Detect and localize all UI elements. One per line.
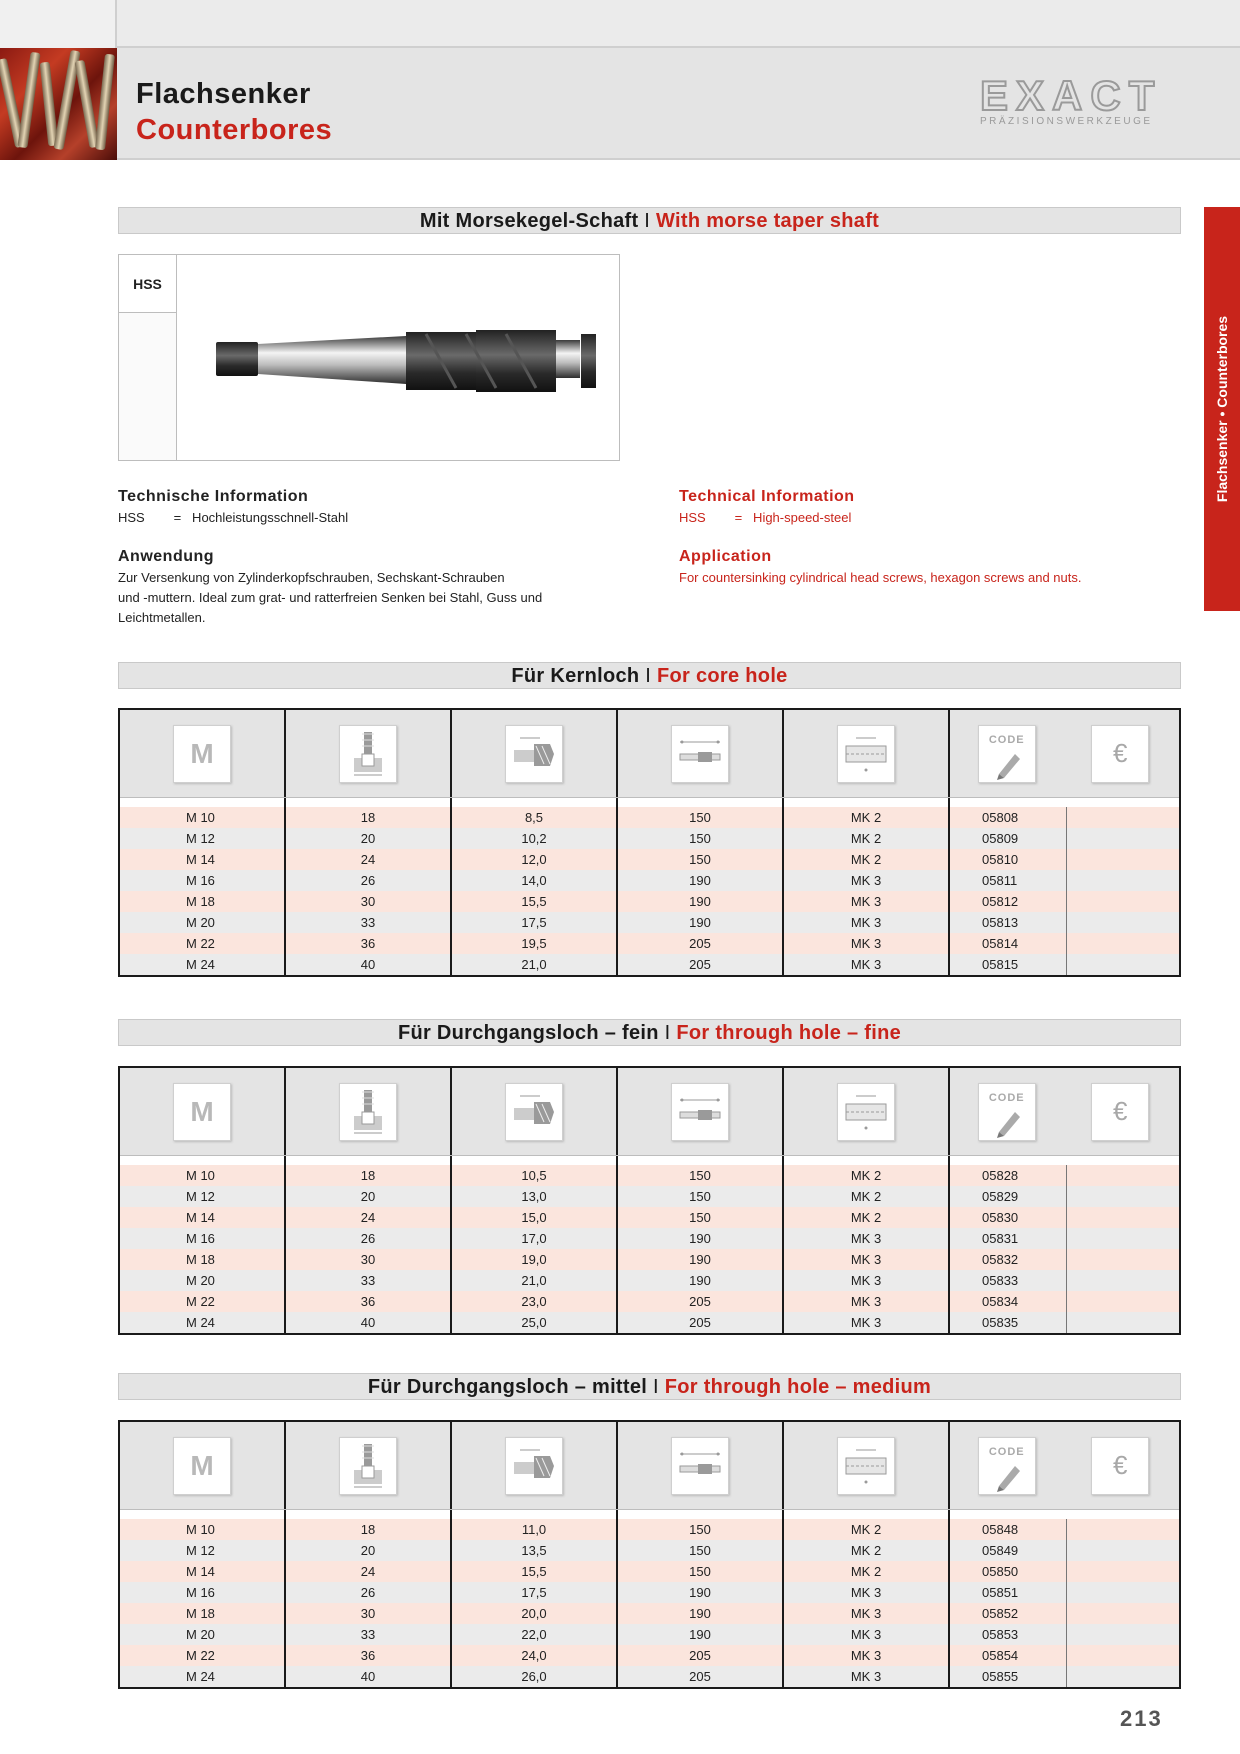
section-separator: I xyxy=(647,1376,665,1398)
table-cell: 20,0 xyxy=(452,1603,618,1624)
header-cell xyxy=(452,1422,618,1509)
table-cell: 150 xyxy=(618,1561,784,1582)
application-heading-de: Anwendung xyxy=(118,548,215,565)
table-cell: 17,5 xyxy=(452,912,618,933)
section-bar-through-hole-fine xyxy=(118,1019,1181,1046)
table-cell: 05848 xyxy=(950,1519,1067,1540)
table-cell: M 12 xyxy=(120,1186,286,1207)
table-cell: 190 xyxy=(618,912,784,933)
price-cell xyxy=(1067,1312,1177,1333)
price-cell xyxy=(1067,828,1177,849)
table-cell: 17,0 xyxy=(452,1228,618,1249)
table-cell: MK 2 xyxy=(784,1165,950,1186)
table-cell: MK 2 xyxy=(784,849,950,870)
table-cell: 11,0 xyxy=(452,1519,618,1540)
table-cell: MK 3 xyxy=(784,1624,950,1645)
header-cell xyxy=(950,1422,1177,1509)
exact-logo xyxy=(980,72,1180,127)
table-cell: 05814 xyxy=(950,933,1067,954)
table-cell: MK 2 xyxy=(784,1519,950,1540)
table-row xyxy=(120,891,1179,912)
table-cell: M 16 xyxy=(120,870,286,891)
application-heading-en: Application xyxy=(679,548,772,565)
table-cell: 05855 xyxy=(950,1666,1067,1687)
table-cell: 19,0 xyxy=(452,1249,618,1270)
table-cell: 14,0 xyxy=(452,870,618,891)
table-row xyxy=(120,1666,1179,1687)
section-bar-through-hole-medium xyxy=(118,1373,1181,1400)
price-cell xyxy=(1067,1165,1177,1186)
price-icon xyxy=(1091,1083,1149,1141)
price-icon xyxy=(1091,1437,1149,1495)
price-cell xyxy=(1067,1291,1177,1312)
price-cell xyxy=(1067,870,1177,891)
table-cell: 05834 xyxy=(950,1291,1067,1312)
price-cell xyxy=(1067,954,1177,975)
table-cell: 205 xyxy=(618,933,784,954)
table-cell: 190 xyxy=(618,1228,784,1249)
table-cell: MK 3 xyxy=(784,1249,950,1270)
table-cell: M 22 xyxy=(120,1645,286,1666)
table-cell: MK 3 xyxy=(784,1270,950,1291)
table-cell: MK 2 xyxy=(784,828,950,849)
application-text-de-line3: Leichtmetallen. xyxy=(118,610,206,625)
table-cell: MK 2 xyxy=(784,1540,950,1561)
table-row xyxy=(120,807,1179,828)
table-cell: 205 xyxy=(618,1666,784,1687)
pilot-diameter-icon xyxy=(505,1083,563,1141)
article-code-icon xyxy=(978,1083,1036,1141)
table-cell: 24 xyxy=(286,849,452,870)
table-body xyxy=(120,1156,1179,1333)
table-cell: MK 3 xyxy=(784,1228,950,1249)
price-cell xyxy=(1067,1249,1177,1270)
header-cell xyxy=(784,710,950,797)
table-cell: 190 xyxy=(618,1603,784,1624)
article-code-icon xyxy=(978,725,1036,783)
table-cell: 20 xyxy=(286,1540,452,1561)
table-cell: 05810 xyxy=(950,849,1067,870)
table-cell: 150 xyxy=(618,1165,784,1186)
table-cell: 05808 xyxy=(950,807,1067,828)
section-separator: I xyxy=(638,210,657,232)
table-cell: M 24 xyxy=(120,954,286,975)
table-cell: MK 3 xyxy=(784,1603,950,1624)
section-title-en: With morse taper shaft xyxy=(656,210,880,232)
table-cell: 36 xyxy=(286,933,452,954)
thread-size-icon xyxy=(173,1437,231,1495)
table-cell: M 12 xyxy=(120,1540,286,1561)
table-cell: M 10 xyxy=(120,1519,286,1540)
table-cell: 18 xyxy=(286,807,452,828)
table-cell: 190 xyxy=(618,1582,784,1603)
table-cell: M 24 xyxy=(120,1312,286,1333)
price-cell xyxy=(1067,1666,1177,1687)
table-cell: 05828 xyxy=(950,1165,1067,1186)
price-cell xyxy=(1067,1540,1177,1561)
top-strip xyxy=(0,0,1240,48)
table-cell: MK 3 xyxy=(784,1645,950,1666)
page-title-de: Flachsenker xyxy=(136,78,311,110)
table-cell: 24,0 xyxy=(452,1645,618,1666)
table-header xyxy=(120,1068,1179,1156)
table-cell: M 18 xyxy=(120,891,286,912)
table-cell: 150 xyxy=(618,1519,784,1540)
top-strip-left-cell xyxy=(0,0,117,48)
m-symbol: M xyxy=(190,737,214,769)
table-cell: 05830 xyxy=(950,1207,1067,1228)
table-cell: 21,0 xyxy=(452,954,618,975)
table-row xyxy=(120,1519,1179,1540)
table-cell: 18 xyxy=(286,1165,452,1186)
table-cell: 05852 xyxy=(950,1603,1067,1624)
table-cell: 05849 xyxy=(950,1540,1067,1561)
table-row xyxy=(120,1270,1179,1291)
thread-size-icon xyxy=(173,1083,231,1141)
table-cell: 205 xyxy=(618,1291,784,1312)
logo-subtitle: PRÄZISIONSWERKZEUGE xyxy=(980,116,1153,127)
table-cell: 150 xyxy=(618,1186,784,1207)
table-cell: 05812 xyxy=(950,891,1067,912)
euro-symbol: € xyxy=(1113,738,1128,768)
table-cell: 05835 xyxy=(950,1312,1067,1333)
total-length-icon xyxy=(671,725,729,783)
table-cell: 205 xyxy=(618,954,784,975)
table-cell: M 14 xyxy=(120,849,286,870)
table-cell: 05813 xyxy=(950,912,1067,933)
section-title-en: For through hole – fine xyxy=(676,1022,902,1044)
table-cell: M 16 xyxy=(120,1228,286,1249)
price-cell xyxy=(1067,912,1177,933)
table-cell: 17,5 xyxy=(452,1582,618,1603)
section-bar-core-hole xyxy=(118,662,1181,689)
total-length-icon xyxy=(671,1437,729,1495)
material-label: HSS xyxy=(119,255,177,313)
table-row xyxy=(120,1207,1179,1228)
application-text-en: For countersinking cylindrical head screws, hexagon screws and nuts. xyxy=(679,570,1082,585)
table-row xyxy=(120,1312,1179,1333)
table-through-hole-medium xyxy=(118,1420,1181,1689)
table-cell: 40 xyxy=(286,1312,452,1333)
table-body xyxy=(120,1510,1179,1687)
table-row xyxy=(120,1561,1179,1582)
table-cell: M 10 xyxy=(120,807,286,828)
header-cell xyxy=(784,1068,950,1155)
table-cell: 05829 xyxy=(950,1186,1067,1207)
table-cell: 36 xyxy=(286,1645,452,1666)
header-cell xyxy=(120,1068,286,1155)
table-row xyxy=(120,1186,1179,1207)
header-photo xyxy=(0,48,117,160)
table-through-hole-fine xyxy=(118,1066,1181,1335)
table-row xyxy=(120,1228,1179,1249)
table-row xyxy=(120,1624,1179,1645)
euro-symbol: € xyxy=(1113,1450,1128,1480)
section-title-de: Für Durchgangsloch – fein xyxy=(397,1022,659,1044)
side-tab-label: Flachsenker • Counterbores xyxy=(1214,315,1230,503)
section-bar-shaft xyxy=(118,207,1181,234)
table-row xyxy=(120,1603,1179,1624)
table-row xyxy=(120,849,1179,870)
table-cell: M 20 xyxy=(120,1624,286,1645)
price-cell xyxy=(1067,1561,1177,1582)
price-cell xyxy=(1067,1228,1177,1249)
table-cell: MK 2 xyxy=(784,1561,950,1582)
table-cell: 26,0 xyxy=(452,1666,618,1687)
table-cell: 05815 xyxy=(950,954,1067,975)
table-cell: 13,5 xyxy=(452,1540,618,1561)
morse-taper-icon xyxy=(837,1437,895,1495)
pilot-diameter-icon xyxy=(505,1437,563,1495)
table-cell: 30 xyxy=(286,1603,452,1624)
table-cell: M 12 xyxy=(120,828,286,849)
table-cell: M 18 xyxy=(120,1249,286,1270)
table-cell: 33 xyxy=(286,1270,452,1291)
section-title-de: Mit Morsekegel-Schaft xyxy=(419,210,639,232)
application-text-de-line2: und -muttern. Ideal zum grat- und ratterfreien Senken bei Stahl, Guss und xyxy=(118,590,543,605)
table-cell: 150 xyxy=(618,807,784,828)
m-symbol: M xyxy=(190,1449,214,1481)
table-cell: MK 3 xyxy=(784,1582,950,1603)
table-cell: M 24 xyxy=(120,1666,286,1687)
table-core-hole xyxy=(118,708,1181,977)
price-cell xyxy=(1067,891,1177,912)
table-cell: 19,5 xyxy=(452,933,618,954)
price-cell xyxy=(1067,849,1177,870)
table-cell: MK 2 xyxy=(784,807,950,828)
code-label: CODE xyxy=(988,733,1025,746)
table-cell: 12,0 xyxy=(452,849,618,870)
section-title-de: Für Durchgangsloch – mittel xyxy=(367,1376,648,1398)
side-tab xyxy=(1204,207,1240,611)
table-row xyxy=(120,912,1179,933)
table-cell: M 18 xyxy=(120,1603,286,1624)
table-row xyxy=(120,1291,1179,1312)
table-row xyxy=(120,1249,1179,1270)
table-cell: 205 xyxy=(618,1645,784,1666)
section-title-en: For through hole – medium xyxy=(664,1376,932,1398)
table-cell: 13,0 xyxy=(452,1186,618,1207)
header-cell xyxy=(120,710,286,797)
morse-taper-icon xyxy=(837,1083,895,1141)
thread-size-icon xyxy=(173,725,231,783)
table-cell: M 14 xyxy=(120,1207,286,1228)
tech-info-heading-en: Technical Information xyxy=(679,488,855,505)
table-cell: M 10 xyxy=(120,1165,286,1186)
price-cell xyxy=(1067,1270,1177,1291)
price-icon xyxy=(1091,725,1149,783)
table-row xyxy=(120,828,1179,849)
table-cell: M 22 xyxy=(120,933,286,954)
table-cell: 23,0 xyxy=(452,1291,618,1312)
table-cell: 05831 xyxy=(950,1228,1067,1249)
table-cell: 150 xyxy=(618,1207,784,1228)
price-cell xyxy=(1067,933,1177,954)
table-row xyxy=(120,1165,1179,1186)
price-cell xyxy=(1067,1207,1177,1228)
counterbore-diameter-icon xyxy=(339,1437,397,1495)
table-cell: 05850 xyxy=(950,1561,1067,1582)
table-row xyxy=(120,933,1179,954)
page-title-en: Counterbores xyxy=(136,114,333,146)
table-header xyxy=(120,1422,1179,1510)
counterbore-diameter-icon xyxy=(339,1083,397,1141)
table-cell: MK 3 xyxy=(784,1312,950,1333)
price-cell xyxy=(1067,1186,1177,1207)
header-cell xyxy=(286,1068,452,1155)
table-cell: MK 2 xyxy=(784,1186,950,1207)
table-cell: 10,2 xyxy=(452,828,618,849)
table-cell: 26 xyxy=(286,1228,452,1249)
table-cell: M 22 xyxy=(120,1291,286,1312)
table-cell: 26 xyxy=(286,870,452,891)
table-cell: 15,0 xyxy=(452,1207,618,1228)
price-cell xyxy=(1067,1603,1177,1624)
table-row xyxy=(120,870,1179,891)
table-cell: 05851 xyxy=(950,1582,1067,1603)
table-cell: 33 xyxy=(286,1624,452,1645)
tech-info-heading-de: Technische Information xyxy=(118,488,309,505)
page-number: 213 xyxy=(1120,1706,1163,1731)
table-cell: 190 xyxy=(618,870,784,891)
euro-symbol: € xyxy=(1113,1096,1128,1126)
table-row xyxy=(120,1645,1179,1666)
table-cell: 190 xyxy=(618,1624,784,1645)
header-cell xyxy=(618,710,784,797)
table-cell: 30 xyxy=(286,891,452,912)
article-code-icon xyxy=(978,1437,1036,1495)
table-cell: 24 xyxy=(286,1207,452,1228)
table-cell: 150 xyxy=(618,849,784,870)
price-cell xyxy=(1067,807,1177,828)
table-cell: 22,0 xyxy=(452,1624,618,1645)
counterbore-diameter-icon xyxy=(339,725,397,783)
table-cell: MK 3 xyxy=(784,1666,950,1687)
price-cell xyxy=(1067,1624,1177,1645)
header-cell xyxy=(950,1068,1177,1155)
logo-word: EXACT xyxy=(980,72,1163,119)
tech-info-text-de: HSS = Hochleistungsschnell-Stahl xyxy=(118,510,349,525)
table-cell: 8,5 xyxy=(452,807,618,828)
table-cell: 26 xyxy=(286,1582,452,1603)
table-cell: 40 xyxy=(286,954,452,975)
section-separator: I xyxy=(639,665,658,687)
header-cell xyxy=(286,710,452,797)
tech-info-text-en: HSS = High-speed-steel xyxy=(679,510,852,525)
table-cell: 36 xyxy=(286,1291,452,1312)
header-cell xyxy=(784,1422,950,1509)
table-cell: MK 3 xyxy=(784,912,950,933)
table-body xyxy=(120,798,1179,975)
price-cell xyxy=(1067,1582,1177,1603)
table-cell: 05832 xyxy=(950,1249,1067,1270)
total-length-icon xyxy=(671,1083,729,1141)
header-cell xyxy=(618,1422,784,1509)
header-cell xyxy=(452,1068,618,1155)
table-cell: 05811 xyxy=(950,870,1067,891)
header-cell xyxy=(120,1422,286,1509)
table-cell: MK 3 xyxy=(784,954,950,975)
table-row xyxy=(120,1582,1179,1603)
application-text-de-line1: Zur Versenkung von Zylinderkopfschrauben, Sechskant-Schrauben xyxy=(118,570,505,585)
header-cell xyxy=(618,1068,784,1155)
table-cell: 190 xyxy=(618,1249,784,1270)
price-cell xyxy=(1067,1645,1177,1666)
table-cell: MK 3 xyxy=(784,870,950,891)
table-cell: 205 xyxy=(618,1312,784,1333)
table-cell: MK 2 xyxy=(784,1207,950,1228)
code-label: CODE xyxy=(988,1445,1025,1458)
table-cell: 150 xyxy=(618,1540,784,1561)
table-cell: 25,0 xyxy=(452,1312,618,1333)
table-cell: 190 xyxy=(618,1270,784,1291)
table-row xyxy=(120,1540,1179,1561)
table-cell: M 16 xyxy=(120,1582,286,1603)
table-cell: 24 xyxy=(286,1561,452,1582)
header-cell xyxy=(452,710,618,797)
table-cell: 15,5 xyxy=(452,891,618,912)
header-cell xyxy=(286,1422,452,1509)
table-cell: MK 3 xyxy=(784,891,950,912)
table-cell: 10,5 xyxy=(452,1165,618,1186)
table-cell: 40 xyxy=(286,1666,452,1687)
table-cell: M 20 xyxy=(120,912,286,933)
table-header xyxy=(120,710,1179,798)
table-row xyxy=(120,954,1179,975)
table-cell: 20 xyxy=(286,828,452,849)
price-cell xyxy=(1067,1519,1177,1540)
section-separator: I xyxy=(658,1022,677,1044)
table-cell: M 20 xyxy=(120,1270,286,1291)
table-cell: 20 xyxy=(286,1186,452,1207)
code-label: CODE xyxy=(988,1091,1025,1104)
table-cell: 21,0 xyxy=(452,1270,618,1291)
counterbore-tool-image xyxy=(96,328,596,408)
table-cell: 05809 xyxy=(950,828,1067,849)
table-cell: 05853 xyxy=(950,1624,1067,1645)
table-cell: 18 xyxy=(286,1519,452,1540)
table-cell: 15,5 xyxy=(452,1561,618,1582)
m-symbol: M xyxy=(190,1095,214,1127)
section-title-en: For core hole xyxy=(657,665,788,687)
table-cell: 05854 xyxy=(950,1645,1067,1666)
table-cell: M 14 xyxy=(120,1561,286,1582)
table-cell: 33 xyxy=(286,912,452,933)
table-cell: MK 3 xyxy=(784,933,950,954)
section-title-de: Für Kernloch xyxy=(511,665,640,687)
table-cell: 30 xyxy=(286,1249,452,1270)
table-cell: 190 xyxy=(618,891,784,912)
pilot-diameter-icon xyxy=(505,725,563,783)
morse-taper-icon xyxy=(837,725,895,783)
table-cell: MK 3 xyxy=(784,1291,950,1312)
table-cell: 05833 xyxy=(950,1270,1067,1291)
table-cell: 150 xyxy=(618,828,784,849)
header-cell xyxy=(950,710,1177,797)
